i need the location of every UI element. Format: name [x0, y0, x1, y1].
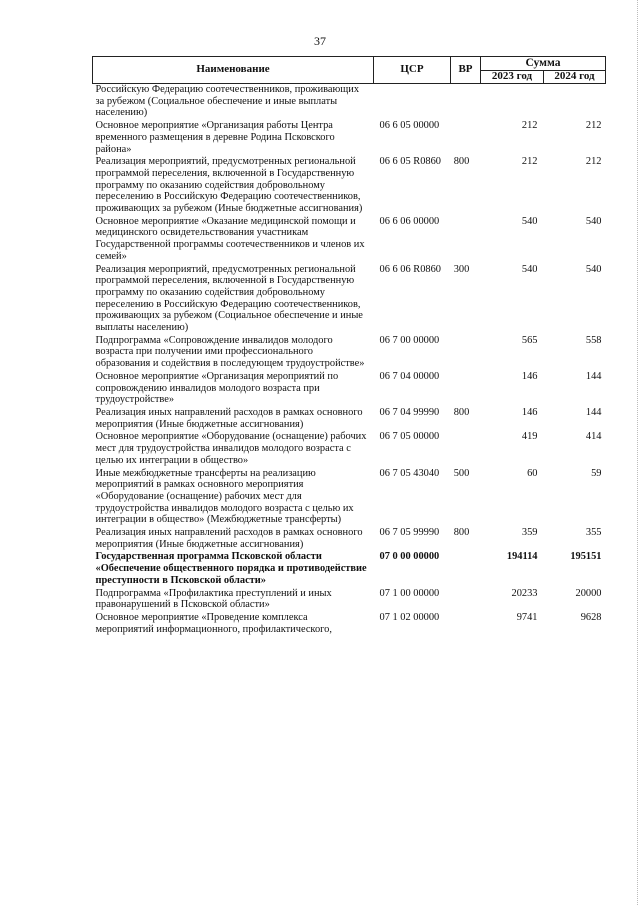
row-amount-2023: 212 — [521, 120, 538, 132]
header-name: Наименование — [93, 57, 374, 84]
row-name: Реализация мероприятий, предусмотренных региональной программой переселения, включенной в Государственную программу по оказанию содействия добровольному переселению в Российскую Федерацию соотечественников, проживающих за рубежом (Иные бюджетные ассигнования) — [95, 156, 363, 215]
row-csr-code: 07 0 00 00000 — [379, 551, 440, 563]
row-csr-code: 06 6 06 00000 — [379, 215, 440, 227]
row-amount-2023: 146 — [521, 406, 538, 418]
row-amount-2024: 144 — [585, 406, 602, 418]
table-row — [93, 431, 606, 467]
row-amount-2024: 355 — [585, 527, 602, 539]
row-amount-2023: 359 — [521, 527, 538, 539]
table-row — [93, 335, 606, 371]
row-name: Российскую Федерацию соотечественников, проживающих за рубежом (Социальное обеспечение и иные выплаты населению) — [95, 84, 360, 119]
row-name: Иные межбюджетные трансферты на реализацию мероприятий в рамках основного мероприятия «Оборудование (оснащение) рабочих мест для трудоустройства инвалидов молодого возраста с целью их интеграции в общество» (Межбюджетные трансферты) — [95, 467, 354, 526]
row-amount-2023: 146 — [521, 370, 538, 382]
row-vr-code — [451, 335, 481, 371]
row-amount-2024: 540 — [585, 215, 602, 227]
row-csr-code: 06 7 04 00000 — [379, 370, 440, 382]
row-csr-code: 06 6 05 00000 — [379, 120, 440, 132]
row-vr-code — [451, 84, 481, 121]
row-csr-code: 07 1 02 00000 — [379, 611, 440, 623]
table-row — [93, 551, 606, 587]
row-vr-code — [451, 612, 481, 636]
table-row — [93, 84, 606, 121]
row-amount-2024: 558 — [585, 334, 602, 346]
row-name: Основное мероприятие «Организация работы Центра временного размещения в деревне Родина Псковского района» — [95, 120, 335, 155]
row-csr-code: 06 6 06 R0860 — [379, 263, 441, 275]
budget-table — [92, 56, 606, 636]
row-name: Подпрограмма «Сопровождение инвалидов молодого возраста при получении ими профессионального образования и содействия в последующем трудоустройстве» — [95, 334, 365, 370]
row-name: Основное мероприятие «Оборудование (оснащение) рабочих мест для трудоустройства инвалидов молодого возраста с целью их интеграции в общество» — [95, 431, 367, 466]
row-amount-2024: 195151 — [570, 551, 602, 563]
row-vr-code — [451, 588, 481, 612]
row-name: Реализация иных направлений расходов в рамках основного мероприятия (Иные бюджетные ассигнования) — [95, 406, 363, 430]
row-name: Основное мероприятие «Проведение комплекса мероприятий информационного, профилактического, — [95, 611, 332, 635]
page-number: 37 — [314, 34, 326, 48]
row-amount-2023: 540 — [521, 215, 538, 227]
table-row — [93, 468, 606, 528]
table-row — [93, 371, 606, 407]
row-csr-code: 06 7 05 00000 — [379, 431, 440, 443]
header-year-2024: 2024 год — [544, 71, 606, 84]
row-amount-2024: 212 — [585, 120, 602, 132]
row-vr-code — [451, 120, 481, 156]
row-vr-code: 300 — [453, 263, 470, 275]
row-csr-code: 06 6 05 R0860 — [379, 156, 441, 168]
row-vr-code: 800 — [453, 156, 470, 168]
table-row — [93, 407, 606, 431]
row-name: Основное мероприятие «Организация мероприятий по сопровождению инвалидов молодого возраста при трудоустройстве» — [95, 370, 339, 406]
row-amount-2023: 194114 — [506, 551, 538, 563]
row-amount-2024: 20000 — [575, 587, 602, 599]
row-amount-2023: 20233 — [511, 587, 538, 599]
row-csr-code — [374, 84, 451, 121]
row-amount-2024: 540 — [585, 263, 602, 275]
row-vr-code: 500 — [453, 467, 470, 479]
row-amount-2024: 212 — [585, 156, 602, 168]
row-amount-2024: 59 — [591, 467, 602, 479]
row-vr-code: 800 — [453, 527, 470, 539]
row-amount-2023: 419 — [521, 431, 538, 443]
table-body — [93, 84, 606, 637]
row-vr-code — [451, 216, 481, 264]
table-row — [93, 156, 606, 216]
row-csr-code: 06 7 04 99990 — [379, 406, 440, 418]
row-amount-2024: 414 — [585, 431, 602, 443]
table-row — [93, 588, 606, 612]
table-row — [93, 120, 606, 156]
page-edge-line — [637, 0, 638, 905]
row-name: Государственная программа Псковской области «Обеспечение общественного порядка и противодействие преступности в Псковской области» — [95, 551, 367, 586]
table-row — [93, 264, 606, 335]
row-amount-2023: 9741 — [516, 611, 538, 623]
row-csr-code: 07 1 00 00000 — [379, 587, 440, 599]
row-amount-2023: 60 — [527, 467, 538, 479]
row-amount-2024: 144 — [585, 370, 602, 382]
row-name: Основное мероприятие «Оказание медицинской помощи и медицинского освидетельствования участникам Государственной программы соотечественников и членов их семей» — [95, 215, 365, 262]
row-name: Реализация иных направлений расходов в рамках основного мероприятия (Иные бюджетные ассигнования) — [95, 527, 363, 550]
row-amount-2023: 565 — [521, 334, 538, 346]
row-amount-2024 — [544, 84, 606, 121]
row-vr-code: 800 — [453, 406, 470, 418]
row-amount-2023: 212 — [521, 156, 538, 168]
table-row — [93, 216, 606, 264]
row-amount-2023 — [481, 84, 544, 121]
header-year-2023: 2023 год — [481, 71, 544, 84]
table-row — [93, 527, 606, 551]
row-amount-2024: 9628 — [580, 611, 602, 623]
row-name: Реализация мероприятий, предусмотренных региональной программой переселения, включенной в Государственную программу по оказанию содействия добровольному переселению в Российскую Федерацию соотечественников, проживающих за рубежом (Социальное обеспечение и иные выплаты населению) — [95, 263, 363, 334]
row-vr-code — [451, 371, 481, 407]
row-csr-code: 06 7 05 99990 — [379, 527, 440, 539]
row-csr-code: 06 7 05 43040 — [379, 467, 440, 479]
row-vr-code — [451, 551, 481, 587]
row-vr-code — [451, 431, 481, 467]
header-sum: Сумма — [481, 57, 606, 71]
row-amount-2023: 540 — [521, 263, 538, 275]
header-vr: ВР — [451, 57, 481, 84]
table-row — [93, 612, 606, 636]
row-name: Подпрограмма «Профилактика преступлений и иных правонарушений в Псковской области» — [95, 587, 332, 611]
table-header — [93, 57, 606, 84]
header-csr: ЦСР — [374, 57, 451, 84]
row-csr-code: 06 7 00 00000 — [379, 334, 440, 346]
